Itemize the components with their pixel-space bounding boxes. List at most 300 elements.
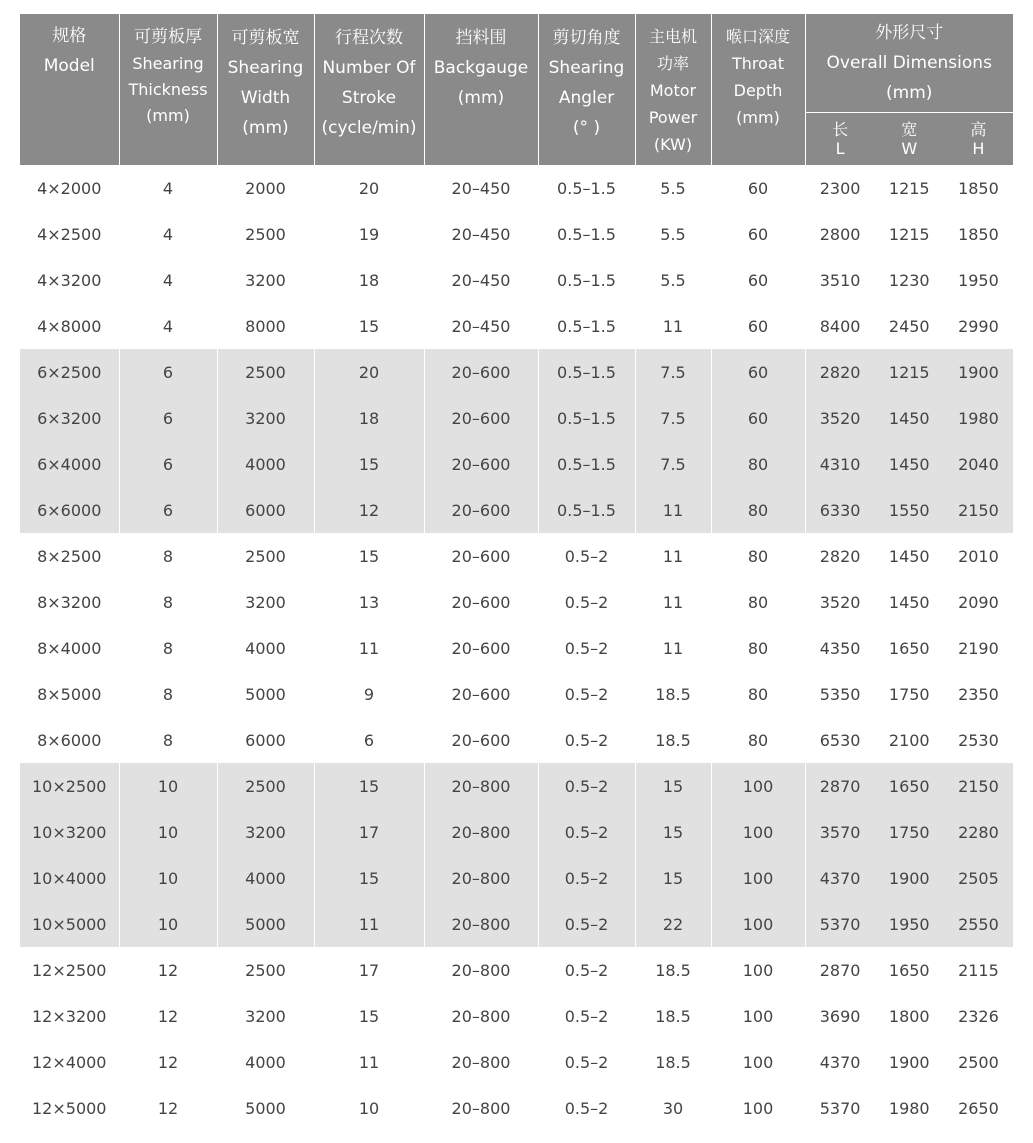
cell-angle: 0.5–1.5 (538, 349, 635, 395)
subheader-height (944, 113, 1013, 165)
cell-dim-height: 2190 (958, 638, 999, 658)
cell-overall-dimensions (805, 1085, 1013, 1131)
cell-motor: 7.5 (635, 349, 711, 395)
cell-throat: 100 (711, 993, 805, 1039)
cell-stroke: 20 (314, 165, 424, 211)
col-header-throat (711, 14, 805, 165)
cell-throat: 60 (711, 349, 805, 395)
cell-dim-length: 8400 (819, 316, 861, 336)
cell-thickness: 4 (119, 211, 217, 257)
cell-angle: 0.5–1.5 (538, 211, 635, 257)
cell-throat: 80 (711, 671, 805, 717)
table-row (20, 165, 1013, 211)
cell-angle: 0.5–2 (538, 1085, 635, 1131)
header-throat-en1: Throat (731, 54, 784, 73)
cell-dim-width: 2100 (888, 730, 930, 750)
cell-dim-height: 1850 (958, 224, 999, 244)
table-row (20, 625, 1013, 671)
cell-width: 5000 (217, 671, 314, 717)
cell-model: 12×4000 (32, 1052, 107, 1072)
header-stroke-zh: 行程次数 (335, 28, 403, 48)
cell-model: 8×5000 (37, 684, 102, 704)
cell-thickness: 6 (119, 487, 217, 533)
cell-overall-dimensions (805, 533, 1013, 579)
header-backgauge-zh: 挡料围 (455, 28, 507, 48)
cell-angle: 0.5–1.5 (538, 487, 635, 533)
header-thickness-en1: Shearing (132, 54, 204, 73)
cell-backgauge: 20–600 (424, 349, 538, 395)
cell-overall-dimensions (805, 993, 1013, 1039)
header-thickness-en2: Thickness (128, 80, 208, 99)
cell-dim-length: 2820 (819, 362, 861, 382)
cell-backgauge: 20–800 (424, 947, 538, 993)
cell-dim-height: 2505 (958, 868, 999, 888)
col-header-angle (538, 14, 635, 165)
cell-width: 4000 (217, 441, 314, 487)
header-width-unit: (mm) (242, 118, 289, 138)
cell-model: 12×3200 (32, 1006, 107, 1026)
cell-dim-length: 5370 (819, 914, 861, 934)
cell-thickness: 8 (119, 533, 217, 579)
overall-subheaders (806, 113, 1014, 165)
cell-motor: 22 (635, 901, 711, 947)
header-overall-unit: (mm) (886, 83, 933, 103)
cell-backgauge: 20–600 (424, 717, 538, 763)
cell-backgauge: 20–600 (424, 625, 538, 671)
header-thickness-unit: (mm) (146, 106, 190, 125)
cell-dim-length: 4310 (819, 454, 861, 474)
cell-angle: 0.5–2 (538, 763, 635, 809)
header-thickness-zh: 可剪板厚 (134, 27, 202, 47)
cell-stroke: 19 (314, 211, 424, 257)
header-stroke-en1: Number Of (322, 58, 416, 78)
cell-backgauge: 20–800 (424, 1039, 538, 1085)
header-model-zh: 规格 (52, 26, 87, 46)
subheader-width-en: W (901, 139, 918, 158)
cell-overall-dimensions (805, 211, 1013, 257)
cell-throat: 80 (711, 487, 805, 533)
cell-motor: 30 (635, 1085, 711, 1131)
cell-throat: 100 (711, 1039, 805, 1085)
cell-dim-length: 2870 (819, 960, 861, 980)
cell-model: 10×2500 (20, 763, 119, 809)
cell-width: 3200 (217, 579, 314, 625)
cell-throat: 100 (711, 1085, 805, 1131)
cell-backgauge: 20–800 (424, 763, 538, 809)
cell-angle: 0.5–1.5 (538, 257, 635, 303)
cell-angle: 0.5–2 (538, 809, 635, 855)
cell-dim-height: 2500 (958, 1052, 999, 1072)
cell-dim-length: 6530 (819, 730, 861, 750)
cell-angle: 0.5–2 (538, 993, 635, 1039)
cell-dim-length: 3510 (819, 270, 861, 290)
table-row (20, 441, 1013, 487)
cell-model: 10×5000 (20, 901, 119, 947)
cell-dim-height: 2010 (958, 546, 999, 566)
cell-throat: 60 (711, 165, 805, 211)
cell-model: 4×2000 (37, 178, 102, 198)
cell-width: 3200 (217, 993, 314, 1039)
cell-motor: 11 (635, 303, 711, 349)
subheader-length-zh: 长 (832, 120, 849, 139)
cell-dim-length: 6330 (819, 500, 861, 520)
cell-overall-dimensions (805, 487, 1013, 533)
cell-dim-length: 3690 (819, 1006, 861, 1026)
cell-overall-dimensions (805, 1039, 1013, 1085)
cell-dim-width: 1950 (888, 914, 930, 934)
cell-overall-dimensions (805, 257, 1013, 303)
cell-stroke: 11 (314, 625, 424, 671)
cell-width: 2500 (217, 947, 314, 993)
cell-width: 6000 (217, 487, 314, 533)
cell-stroke: 18 (314, 395, 424, 441)
cell-backgauge: 20–800 (424, 901, 538, 947)
subheader-length-en: L (835, 139, 845, 158)
cell-dim-height: 1850 (958, 178, 999, 198)
cell-motor: 11 (635, 579, 711, 625)
table-row (20, 809, 1013, 855)
header-motor-zh2: 功率 (656, 54, 689, 73)
cell-width: 3200 (217, 395, 314, 441)
cell-backgauge: 20–600 (424, 487, 538, 533)
cell-model: 12×5000 (32, 1098, 107, 1118)
cell-stroke: 12 (314, 487, 424, 533)
cell-dim-width: 1450 (888, 592, 930, 612)
cell-overall-dimensions (805, 349, 1013, 395)
cell-width: 2500 (217, 763, 314, 809)
cell-dim-height: 1900 (958, 362, 999, 382)
cell-angle: 0.5–1.5 (538, 303, 635, 349)
cell-backgauge: 20–800 (424, 809, 538, 855)
cell-dim-width: 1215 (888, 224, 930, 244)
cell-throat: 100 (711, 763, 805, 809)
cell-dim-length: 2300 (819, 178, 861, 198)
cell-model: 6×2500 (20, 349, 119, 395)
header-angle-unit: (° ) (572, 118, 601, 138)
cell-width: 8000 (217, 303, 314, 349)
cell-dim-width: 1980 (888, 1098, 930, 1118)
header-stroke-en2: Stroke (341, 88, 397, 108)
table-row (20, 947, 1013, 993)
cell-width: 2500 (217, 533, 314, 579)
cell-model: 6×4000 (20, 441, 119, 487)
cell-dim-height: 2530 (958, 730, 999, 750)
subheader-width-zh: 宽 (901, 120, 918, 139)
cell-motor: 5.5 (635, 257, 711, 303)
cell-throat: 60 (711, 395, 805, 441)
cell-angle: 0.5–2 (538, 579, 635, 625)
cell-stroke: 17 (314, 809, 424, 855)
table-row (20, 1039, 1013, 1085)
cell-stroke: 20 (314, 349, 424, 395)
cell-dim-length: 4350 (819, 638, 861, 658)
cell-model: 8×3200 (37, 592, 102, 612)
cell-model: 4×8000 (37, 316, 102, 336)
cell-throat: 80 (711, 625, 805, 671)
cell-model: 4×3200 (37, 270, 102, 290)
cell-dim-length: 3520 (819, 592, 861, 612)
cell-stroke: 11 (314, 1039, 424, 1085)
cell-angle: 0.5–1.5 (538, 441, 635, 487)
cell-overall-dimensions (805, 395, 1013, 441)
col-header-motor (635, 14, 711, 165)
cell-overall-dimensions (805, 671, 1013, 717)
cell-motor: 11 (635, 533, 711, 579)
cell-thickness: 6 (119, 441, 217, 487)
table-row (20, 763, 1013, 809)
cell-dim-length: 5350 (819, 684, 861, 704)
cell-throat: 80 (711, 441, 805, 487)
table-row (20, 901, 1013, 947)
table-row (20, 257, 1013, 303)
cell-width: 6000 (217, 717, 314, 763)
cell-stroke: 15 (314, 993, 424, 1039)
cell-dim-height: 2350 (958, 684, 999, 704)
col-header-thickness (119, 14, 217, 165)
cell-angle: 0.5–2 (538, 671, 635, 717)
cell-width: 5000 (217, 901, 314, 947)
cell-overall-dimensions (805, 625, 1013, 671)
cell-width: 4000 (217, 625, 314, 671)
cell-stroke: 13 (314, 579, 424, 625)
cell-thickness: 10 (119, 809, 217, 855)
cell-dim-width: 1215 (888, 178, 930, 198)
header-width-en2: Width (240, 88, 291, 108)
cell-dim-length: 2820 (819, 546, 861, 566)
cell-dim-width: 2450 (888, 316, 930, 336)
cell-dim-width: 1800 (888, 1006, 930, 1026)
cell-overall-dimensions (805, 855, 1013, 901)
cell-angle: 0.5–2 (538, 901, 635, 947)
cell-overall-dimensions (805, 165, 1013, 211)
cell-throat: 60 (711, 211, 805, 257)
header-motor-en2: Power (648, 108, 698, 127)
cell-dim-height: 2326 (958, 1006, 999, 1026)
header-motor-unit: (KW) (653, 135, 693, 154)
cell-angle: 0.5–2 (538, 717, 635, 763)
cell-stroke: 15 (314, 855, 424, 901)
cell-motor: 15 (635, 855, 711, 901)
cell-thickness: 4 (119, 165, 217, 211)
cell-angle: 0.5–2 (538, 1039, 635, 1085)
cell-thickness: 4 (119, 257, 217, 303)
cell-motor: 7.5 (635, 395, 711, 441)
cell-dim-width: 1900 (888, 868, 930, 888)
header-width-en1: Shearing (227, 58, 304, 78)
cell-motor: 18.5 (635, 717, 711, 763)
cell-dim-length: 2800 (819, 224, 861, 244)
cell-dim-height: 2990 (958, 316, 999, 336)
cell-dim-width: 1650 (888, 776, 930, 796)
cell-dim-width: 1550 (888, 500, 930, 520)
cell-overall-dimensions (805, 303, 1013, 349)
cell-width: 2500 (217, 211, 314, 257)
subheader-length (806, 113, 875, 165)
cell-backgauge: 20–800 (424, 993, 538, 1039)
col-header-model (20, 14, 119, 165)
cell-angle: 0.5–2 (538, 533, 635, 579)
cell-model: 8×4000 (37, 638, 102, 658)
cell-angle: 0.5–1.5 (538, 395, 635, 441)
cell-thickness: 8 (119, 671, 217, 717)
header-angle-zh: 剪切角度 (552, 28, 621, 48)
header-motor-en1: Motor (649, 81, 697, 100)
cell-throat: 100 (711, 947, 805, 993)
cell-stroke: 9 (314, 671, 424, 717)
cell-thickness: 6 (119, 395, 217, 441)
table-row (20, 671, 1013, 717)
cell-thickness: 12 (119, 1039, 217, 1085)
cell-model: 6×6000 (20, 487, 119, 533)
cell-width: 3200 (217, 257, 314, 303)
col-header-width (217, 14, 314, 165)
cell-width: 2000 (217, 165, 314, 211)
cell-backgauge: 20–450 (424, 257, 538, 303)
cell-throat: 60 (711, 257, 805, 303)
cell-dim-width: 1450 (888, 454, 930, 474)
cell-motor: 15 (635, 809, 711, 855)
cell-throat: 60 (711, 303, 805, 349)
cell-backgauge: 20–600 (424, 533, 538, 579)
header-row (20, 14, 1013, 165)
cell-backgauge: 20–600 (424, 579, 538, 625)
cell-backgauge: 20–800 (424, 855, 538, 901)
cell-backgauge: 20–800 (424, 1085, 538, 1131)
cell-width: 5000 (217, 1085, 314, 1131)
table-row (20, 211, 1013, 257)
cell-width: 4000 (217, 1039, 314, 1085)
subheader-height-en: H (972, 139, 985, 158)
cell-thickness: 12 (119, 993, 217, 1039)
cell-backgauge: 20–450 (424, 165, 538, 211)
cell-dim-length: 5370 (819, 1098, 861, 1118)
cell-dim-width: 1650 (888, 960, 930, 980)
cell-dim-height: 2650 (958, 1098, 999, 1118)
cell-dim-width: 1650 (888, 638, 930, 658)
header-overall-en: Overall Dimensions (826, 53, 992, 73)
cell-angle: 0.5–1.5 (538, 165, 635, 211)
cell-backgauge: 20–450 (424, 303, 538, 349)
col-header-stroke (314, 14, 424, 165)
table-row (20, 855, 1013, 901)
cell-model: 12×2500 (32, 960, 107, 980)
cell-angle: 0.5–2 (538, 625, 635, 671)
header-throat-zh: 喉口深度 (725, 27, 790, 46)
header-stroke-unit: (cycle/min) (321, 118, 417, 138)
subheader-height-zh: 高 (970, 120, 987, 139)
cell-dim-width: 1215 (888, 362, 930, 382)
table-row (20, 1085, 1013, 1131)
cell-width: 4000 (217, 855, 314, 901)
cell-overall-dimensions (805, 579, 1013, 625)
cell-dim-height: 2150 (958, 776, 999, 796)
header-backgauge-unit: (mm) (457, 88, 505, 108)
cell-stroke: 15 (314, 533, 424, 579)
cell-model: 10×3200 (20, 809, 119, 855)
table-row (20, 349, 1013, 395)
cell-model: 10×4000 (20, 855, 119, 901)
cell-overall-dimensions (805, 441, 1013, 487)
header-backgauge-en: Backgauge (433, 58, 529, 78)
cell-dim-width: 1230 (888, 270, 930, 290)
cell-thickness: 12 (119, 1085, 217, 1131)
table-row (20, 993, 1013, 1039)
cell-motor: 18.5 (635, 993, 711, 1039)
header-throat-unit: (mm) (736, 108, 780, 127)
cell-thickness: 10 (119, 855, 217, 901)
cell-dim-length: 4370 (819, 868, 861, 888)
cell-overall-dimensions (805, 947, 1013, 993)
header-overall-zh: 外形尺寸 (875, 23, 944, 43)
cell-angle: 0.5–2 (538, 855, 635, 901)
table-row (20, 717, 1013, 763)
cell-motor: 15 (635, 763, 711, 809)
cell-thickness: 8 (119, 579, 217, 625)
table-row (20, 395, 1013, 441)
cell-width: 2500 (217, 349, 314, 395)
cell-dim-width: 1750 (888, 684, 930, 704)
table-row (20, 579, 1013, 625)
header-angle-en2: Angler (558, 88, 615, 108)
table-row (20, 303, 1013, 349)
cell-throat: 100 (711, 809, 805, 855)
subheader-width (875, 113, 944, 165)
cell-dim-length: 2870 (819, 776, 861, 796)
cell-throat: 80 (711, 717, 805, 763)
table-row (20, 533, 1013, 579)
cell-dim-height: 2150 (958, 500, 999, 520)
cell-thickness: 10 (119, 763, 217, 809)
cell-throat: 80 (711, 579, 805, 625)
cell-stroke: 17 (314, 947, 424, 993)
cell-overall-dimensions (805, 809, 1013, 855)
cell-throat: 80 (711, 533, 805, 579)
cell-throat: 100 (711, 855, 805, 901)
header-width-zh: 可剪板宽 (231, 28, 300, 48)
cell-motor: 18.5 (635, 947, 711, 993)
cell-stroke: 15 (314, 763, 424, 809)
cell-dim-height: 2115 (958, 960, 999, 980)
cell-model: 6×3200 (20, 395, 119, 441)
cell-stroke: 18 (314, 257, 424, 303)
cell-backgauge: 20–600 (424, 671, 538, 717)
cell-motor: 5.5 (635, 211, 711, 257)
header-throat-en2: Depth (733, 81, 783, 100)
cell-thickness: 6 (119, 349, 217, 395)
cell-overall-dimensions (805, 717, 1013, 763)
cell-stroke: 6 (314, 717, 424, 763)
cell-model: 4×2500 (37, 224, 102, 244)
cell-thickness: 8 (119, 625, 217, 671)
cell-backgauge: 20–600 (424, 441, 538, 487)
cell-overall-dimensions (805, 901, 1013, 947)
header-motor-zh1: 主电机 (648, 27, 697, 46)
col-header-backgauge (424, 14, 538, 165)
cell-angle: 0.5–2 (538, 947, 635, 993)
cell-dim-width: 1750 (888, 822, 930, 842)
cell-motor: 11 (635, 487, 711, 533)
cell-dim-width: 1900 (888, 1052, 930, 1072)
cell-motor: 7.5 (635, 441, 711, 487)
cell-dim-length: 4370 (819, 1052, 861, 1072)
cell-stroke: 11 (314, 901, 424, 947)
cell-thickness: 4 (119, 303, 217, 349)
cell-dim-width: 1450 (888, 546, 930, 566)
cell-motor: 11 (635, 625, 711, 671)
spec-table (20, 14, 1013, 1131)
cell-motor: 5.5 (635, 165, 711, 211)
cell-throat: 100 (711, 901, 805, 947)
